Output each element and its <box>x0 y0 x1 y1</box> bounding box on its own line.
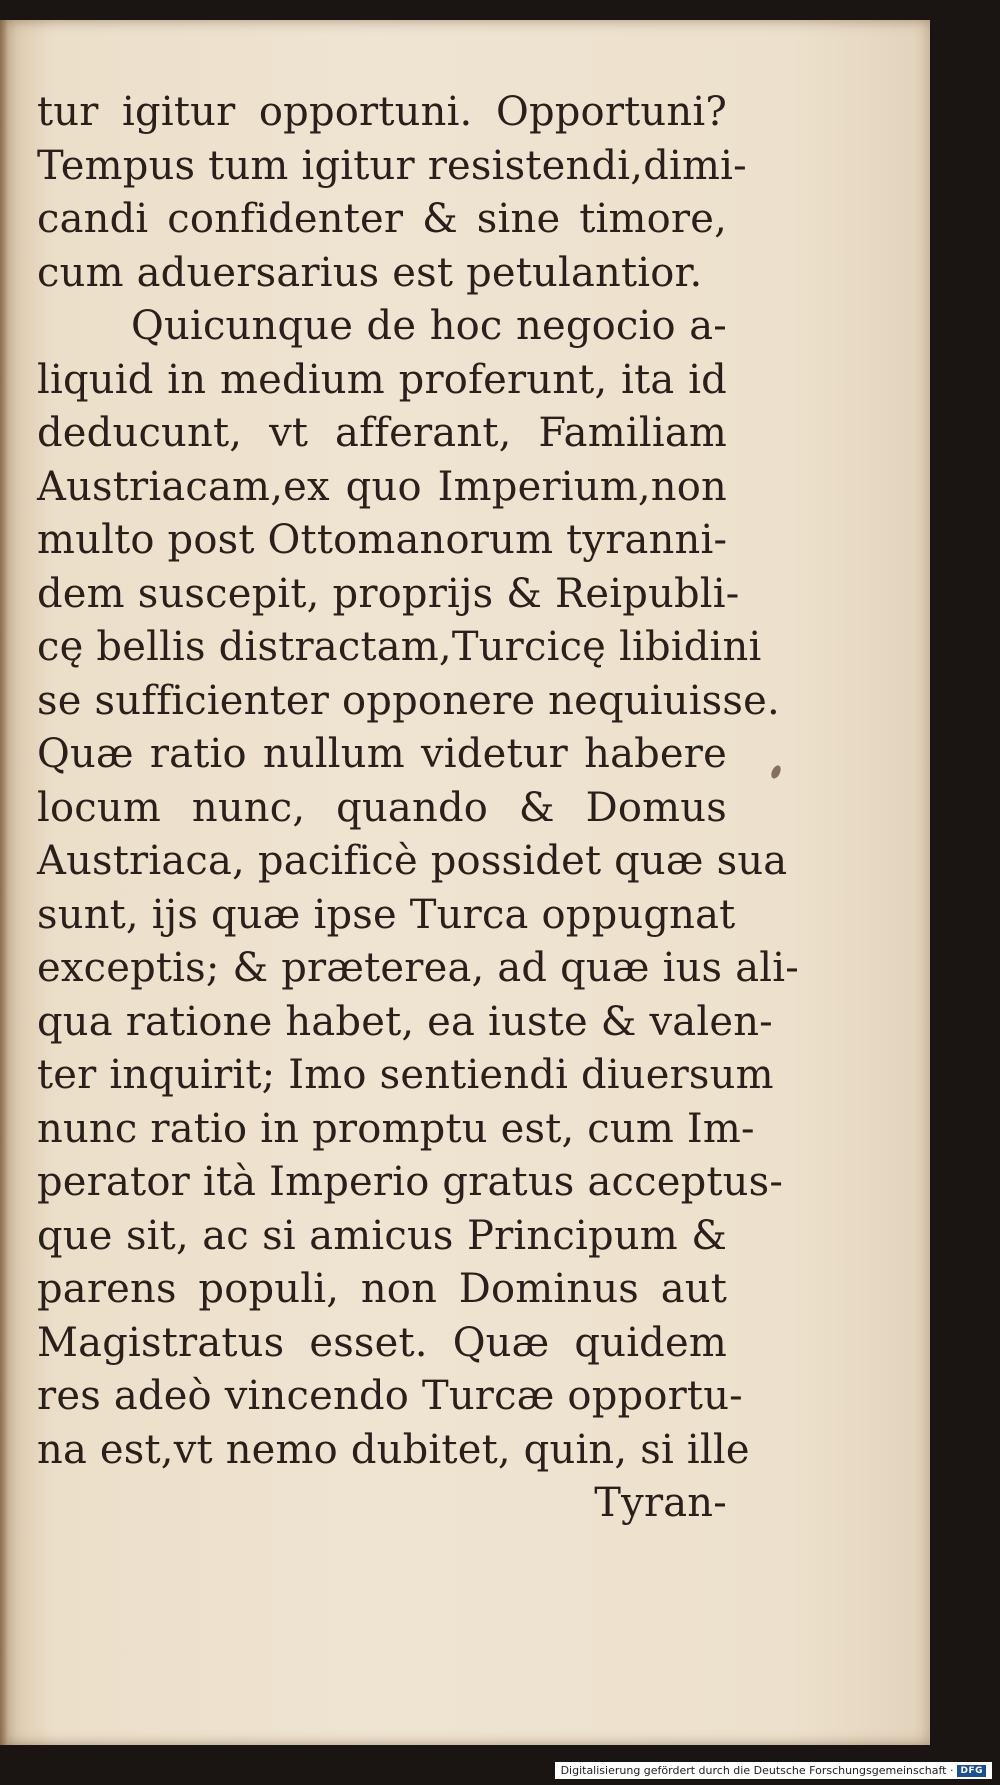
text-line: Quicunque de hoc negocio a- <box>131 303 727 349</box>
text-line: ter inquirit; Imo sentiendi diuersum <box>37 1052 774 1098</box>
text-line: exceptis; & præterea, ad quæ ius ali- <box>37 945 799 991</box>
text-line: qua ratione habet, ea iuste & valen- <box>37 998 773 1045</box>
text-line: Tempus tum igitur resistendi,dimi- <box>37 142 747 189</box>
digitization-credit <box>555 1762 992 1779</box>
text-line: que sit, ac si amicus Principum & <box>37 1212 727 1259</box>
text-line: res adeò vincendo Turcæ opportu- <box>37 1373 743 1419</box>
text-line: candi confidenter & sine timore, <box>37 196 727 242</box>
text-line: na est,vt nemo dubitet, quin, si ille <box>37 1426 750 1473</box>
text-line: Austriaca, pacificè possidet quæ sua <box>37 838 788 884</box>
page-gutter-shadow <box>0 20 8 1745</box>
text-line: nunc ratio in promptu est, cum Im- <box>37 1105 755 1152</box>
text-line: dem suscepit, proprijs & Reipubli- <box>37 570 740 617</box>
text-line: cę bellis distractam,Turcicę libidini <box>37 624 762 670</box>
book-page <box>0 20 930 1745</box>
text-line: parens populi, non Dominus aut <box>37 1266 727 1312</box>
catchword: Tyran- <box>594 1480 727 1526</box>
text-line: sunt, ijs quæ ipse Turca oppugnat <box>37 891 736 938</box>
dfg-logo: DFG <box>957 1765 986 1777</box>
text-line: Austriacam,ex quo Imperium,non <box>37 463 727 510</box>
text-line: liquid in medium proferunt, ita id <box>37 356 727 403</box>
text-line: perator ità Imperio gratus acceptus- <box>37 1159 784 1205</box>
text-line: multo post Ottomanorum tyranni- <box>37 517 728 563</box>
text-line: tur igitur opportuni. Opportuni? <box>37 89 727 135</box>
text-line: deducunt, vt afferant, Familiam <box>37 410 727 456</box>
credit-text: Digitalisierung gefördert durch die Deutsche Forschungsgemeinschaft · <box>560 1764 954 1777</box>
page-text <box>37 86 799 1531</box>
text-line: Quæ ratio nullum videtur habere <box>37 731 727 777</box>
text-line: se sufficienter opponere nequiuisse. <box>37 677 780 724</box>
text-line: cum aduersarius est petulantior. <box>37 249 703 296</box>
text-line: Magistratus esset. Quæ quidem <box>37 1319 727 1366</box>
text-line: locum nunc, quando & Domus <box>37 784 727 831</box>
ink-speck <box>769 764 782 780</box>
